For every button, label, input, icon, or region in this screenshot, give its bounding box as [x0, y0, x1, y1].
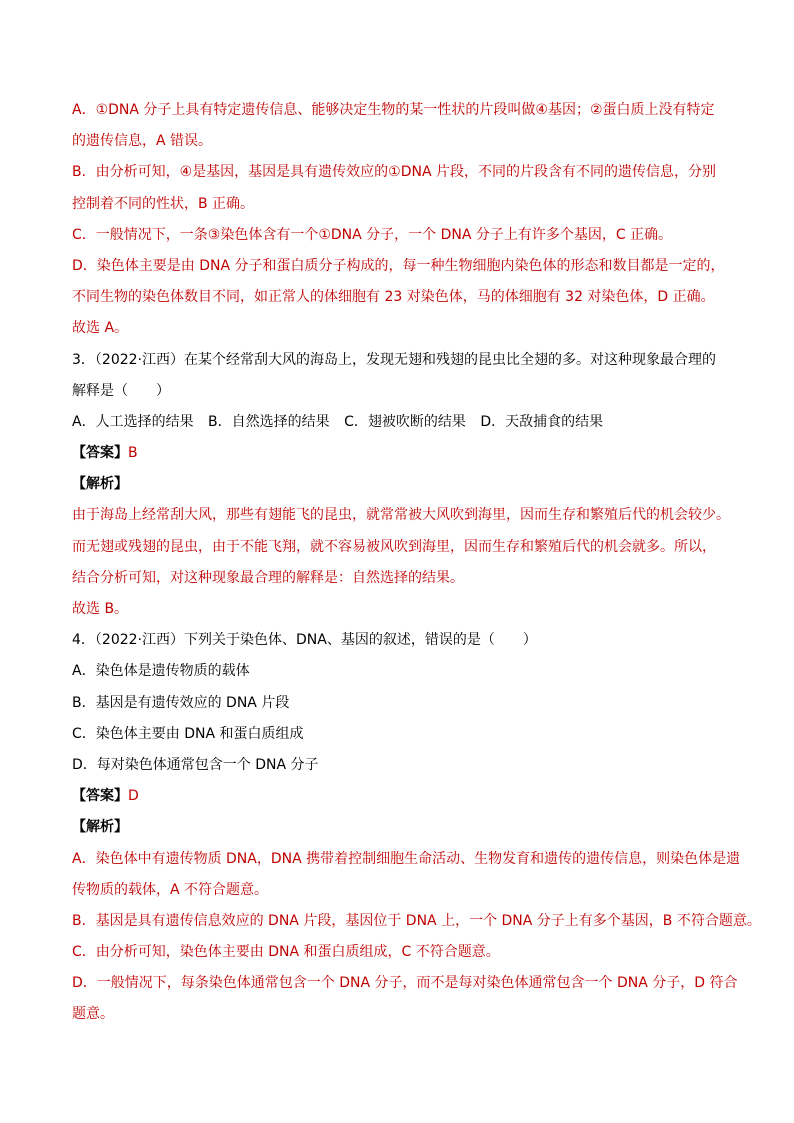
analysis-label: 【解析】 — [72, 819, 128, 836]
option-b: B．自然选择的结果 — [208, 413, 330, 430]
analysis-line: C．一般情况下，一条③染色体含有一个①DNA 分子，一个 DNA 分子上有许多个基因，C 正确。 — [72, 226, 673, 243]
analysis-line: D．染色体主要是由 DNA 分子和蛋白质分子构成的，每一种生物细胞内染色体的形态和数目都是一定的， — [72, 257, 725, 274]
analysis-line: 题意。 — [72, 1006, 114, 1023]
analysis-line: C．由分析可知，染色体主要由 DNA 和蛋白质组成，C 不符合题意。 — [72, 944, 500, 961]
document-page — [72, 95, 761, 1031]
option-d: D．每对染色体通常包含一个 DNA 分子 — [72, 756, 319, 773]
option-a: A．人工选择的结果 — [72, 413, 194, 430]
analysis-line: B．由分析可知，④是基因，基因是具有遗传效应的①DNA 片段，不同的片段含有不同的遗传信息，分别 — [72, 164, 716, 181]
analysis-line: 结合分析可知，对这种现象最合理的解释是：自然选择的结果。 — [72, 569, 464, 586]
answer-label: 【答案】 — [72, 788, 128, 805]
analysis-line: A．染色体中有遗传物质 DNA，DNA 携带着控制细胞生命活动、生物发育和遗传的遗传信息，则染色体是遗 — [72, 850, 741, 867]
answer-value: D — [128, 788, 139, 805]
answer-line — [72, 781, 732, 812]
question-stem: 解释是（ ） — [72, 382, 170, 399]
question-4 — [72, 625, 761, 1030]
analysis-line: 由于海岛上经常刮大风，那些有翅能飞的昆虫，就常常被大风吹到海里，因而生存和繁殖后代的机会较少。 — [72, 507, 730, 524]
analysis-line: D．一般情况下，每条染色体通常包含一个 DNA 分子，而不是每对染色体通常包含一个 DNA 分子，D 符合 — [72, 975, 738, 992]
option-a: A．染色体是遗传物质的载体 — [72, 663, 250, 680]
answer-label: 【答案】 — [72, 445, 128, 462]
analysis-label: 【解析】 — [72, 476, 128, 493]
question-stem: 3．（2022·江西）在某个经常刮大风的海岛上，发现无翅和残翅的昆虫比全翅的多。对这种现象最合理的 — [72, 351, 716, 368]
option-c: C．染色体主要由 DNA 和蛋白质组成 — [72, 725, 304, 742]
analysis-line: 传物质的载体，A 不符合题意。 — [72, 881, 269, 898]
option-b: B．基因是有遗传效应的 DNA 片段 — [72, 694, 290, 711]
answer-line — [72, 438, 732, 469]
analysis-line: B．基因是具有遗传信息效应的 DNA 片段，基因位于 DNA 上，一个 DNA 分子上有多个基因，B 不符合题意。 — [72, 912, 761, 929]
option-d: D．天敌捕食的结果 — [480, 413, 604, 430]
analysis-line: 故选 B。 — [72, 601, 129, 617]
answer-value: B — [128, 445, 138, 462]
options-row — [72, 407, 732, 438]
question-3 — [72, 345, 732, 626]
analysis-line: 故选 A。 — [72, 320, 129, 337]
analysis-line: 而无翅或残翅的昆虫，由于不能飞翔，就不容易被风吹到海里，因而生存和繁殖后代的机会就多。所以， — [72, 538, 716, 555]
analysis-line: 不同生物的染色体数目不同，如正常人的体细胞有 23 对染色体，马的体细胞有 32 对染色体，D 正确。 — [72, 289, 715, 306]
analysis-line: 控制着不同的性状，B 正确。 — [72, 195, 255, 212]
analysis-line: 的遗传信息，A 错误。 — [72, 133, 213, 150]
question-stem: 4．（2022·江西）下列关于染色体、DNA、基因的叙述，错误的是（ ） — [72, 632, 537, 649]
prev-analysis — [72, 95, 732, 345]
analysis-line: A．①DNA 分子上具有特定遗传信息、能够决定生物的某一性状的片段叫做④基因；②蛋白质上没有特定 — [72, 102, 715, 118]
option-c: C．翅被吹断的结果 — [344, 413, 466, 430]
